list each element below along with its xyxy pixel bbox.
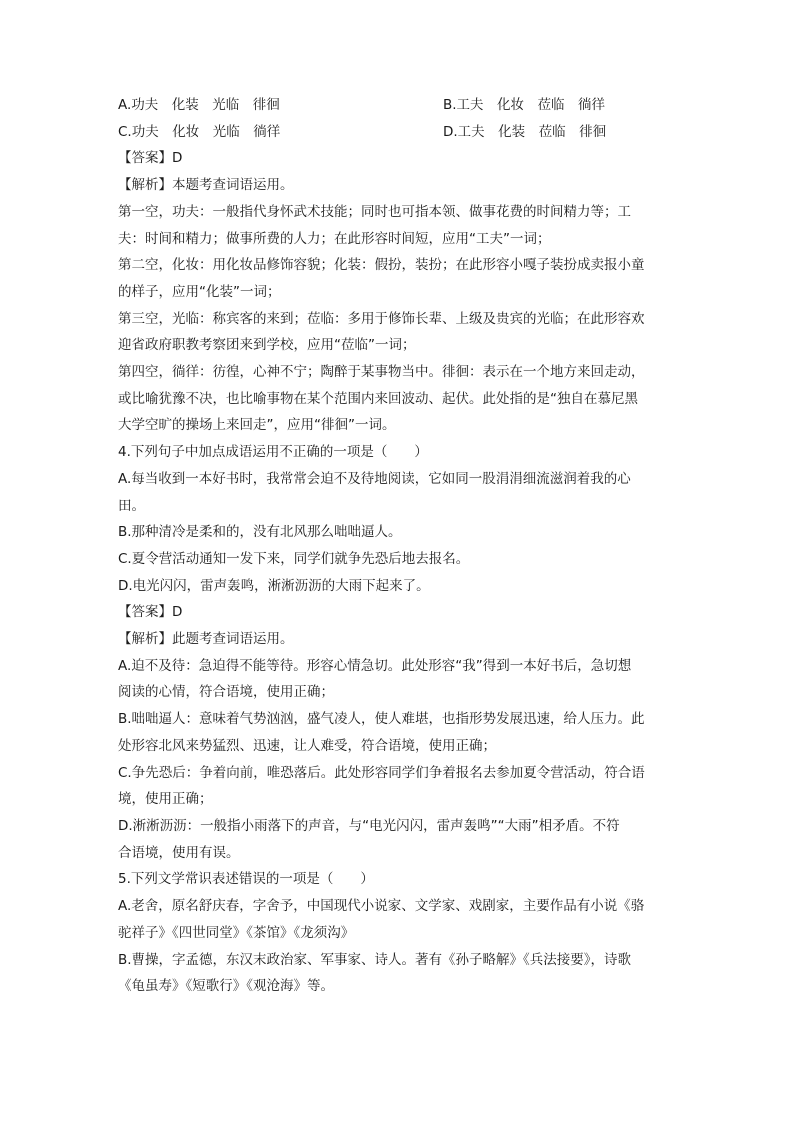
text-line: C.夏令营活动通知一发下来，同学们就争先恐后地去报名。	[118, 550, 470, 567]
text-line: D.淅淅沥沥：一般指小雨落下的声音，与“电光闪闪，雷声轰鸣”“大雨”相矛盾。不符	[118, 817, 620, 834]
question-5: 5.下列文学常识表述错误的一项是（ ）	[118, 871, 374, 888]
text-line: B.那种清冷是柔和的，没有北风那么咄咄逼人。	[118, 524, 402, 541]
text-line: 第二空，化妆：用化妆品修饰容貌；化装：假扮，装扮；在此形容小嘎子装扮成卖报小童	[118, 257, 645, 274]
option-c: C.功夫 化妆 光临 徜徉	[118, 123, 281, 140]
text-line: B.曹操，字孟德，东汉末政治家、军事家、诗人。著有《孙子略解》《兵法接要》，诗歌	[118, 951, 632, 968]
text-line: 的样子，应用“化装”一词；	[118, 283, 281, 300]
text-line: 阅读的心情，符合语境，使用正确；	[118, 684, 334, 701]
text-line: C.争先恐后：争着向前，唯恐落后。此处形容同学们争着报名去参加夏令营活动，符合语	[118, 764, 645, 781]
text-line: 大学空旷的操场上来回走”，应用“徘徊”一词。	[118, 417, 396, 434]
text-line: D.电光闪闪，雷声轰鸣，淅淅沥沥的大雨下起来了。	[118, 577, 430, 594]
text-line: 第一空，功夫：一般指代身怀武术技能；同时也可指本领、做事花费的时间精力等；工	[118, 203, 631, 220]
text-line: A.迫不及待：急迫得不能等待。形容心情急切。此处形容“我”得到一本好书后，急切想	[118, 657, 632, 674]
option-d: D.工夫 化装 莅临 徘徊	[443, 123, 607, 140]
text-line: 或比喻犹豫不决，也比喻事物在某个范围内来回波动、起伏。此处指的是“独自在慕尼黑	[118, 390, 638, 407]
text-line: 迎省政府职教考察团来到学校，应用“莅临”一词；	[118, 337, 416, 354]
text-line: 第三空，光临：称宾客的来到；莅临：多用于修饰长辈、上级及贵宾的光临；在此形容欢	[118, 310, 645, 327]
text-line: 田。	[118, 497, 145, 514]
question-4: 4.下列句子中加点成语运用不正确的一项是（ ）	[118, 444, 428, 461]
text-line: 驼祥子》《四世同堂》《茶馆》《龙须沟》	[118, 924, 355, 941]
text-line: 境，使用正确；	[118, 791, 213, 808]
text-line: 【解析】本题考查词语运用。	[118, 177, 294, 194]
text-line: 【答案】D	[118, 604, 183, 621]
text-line: 处形容北风来势猛烈、迅速，让人难受，符合语境，使用正确；	[118, 737, 496, 754]
text-line: 【解析】此题考查词语运用。	[118, 631, 294, 648]
option-a: A.功夫 化装 光临 徘徊	[118, 97, 280, 113]
option-row	[118, 119, 678, 146]
option-b: B.工夫 化妆 莅临 徜徉	[443, 97, 606, 113]
option-row	[118, 92, 678, 119]
text-line: 合语境，使用有误。	[118, 844, 240, 861]
text-line: A.每当收到一本好书时，我常常会迫不及待地阅读，它如同一股涓涓细流滋润着我的心	[118, 470, 631, 487]
document-page	[118, 92, 678, 1000]
text-line: A.老舍，原名舒庆春，字舍予，中国现代小说家、文学家、戏剧家，主要作品有小说《骆	[118, 898, 645, 915]
text-line: B.咄咄逼人：意味着气势汹汹，盛气凌人，使人难堪，也指形势发展迅速，给人压力。此	[118, 711, 645, 728]
text-line: 第四空，徜徉：彷徨，心神不宁；陶醉于某事物当中。徘徊：表示在一个地方来回走动，	[118, 364, 645, 381]
text-line: 【答案】D	[118, 150, 183, 167]
text-line: 夫：时间和精力；做事所费的人力；在此形容时间短，应用“工夫”一词；	[118, 230, 551, 247]
text-line: 《龟虽寿》《短歌行》《观沧海》等。	[118, 978, 334, 995]
